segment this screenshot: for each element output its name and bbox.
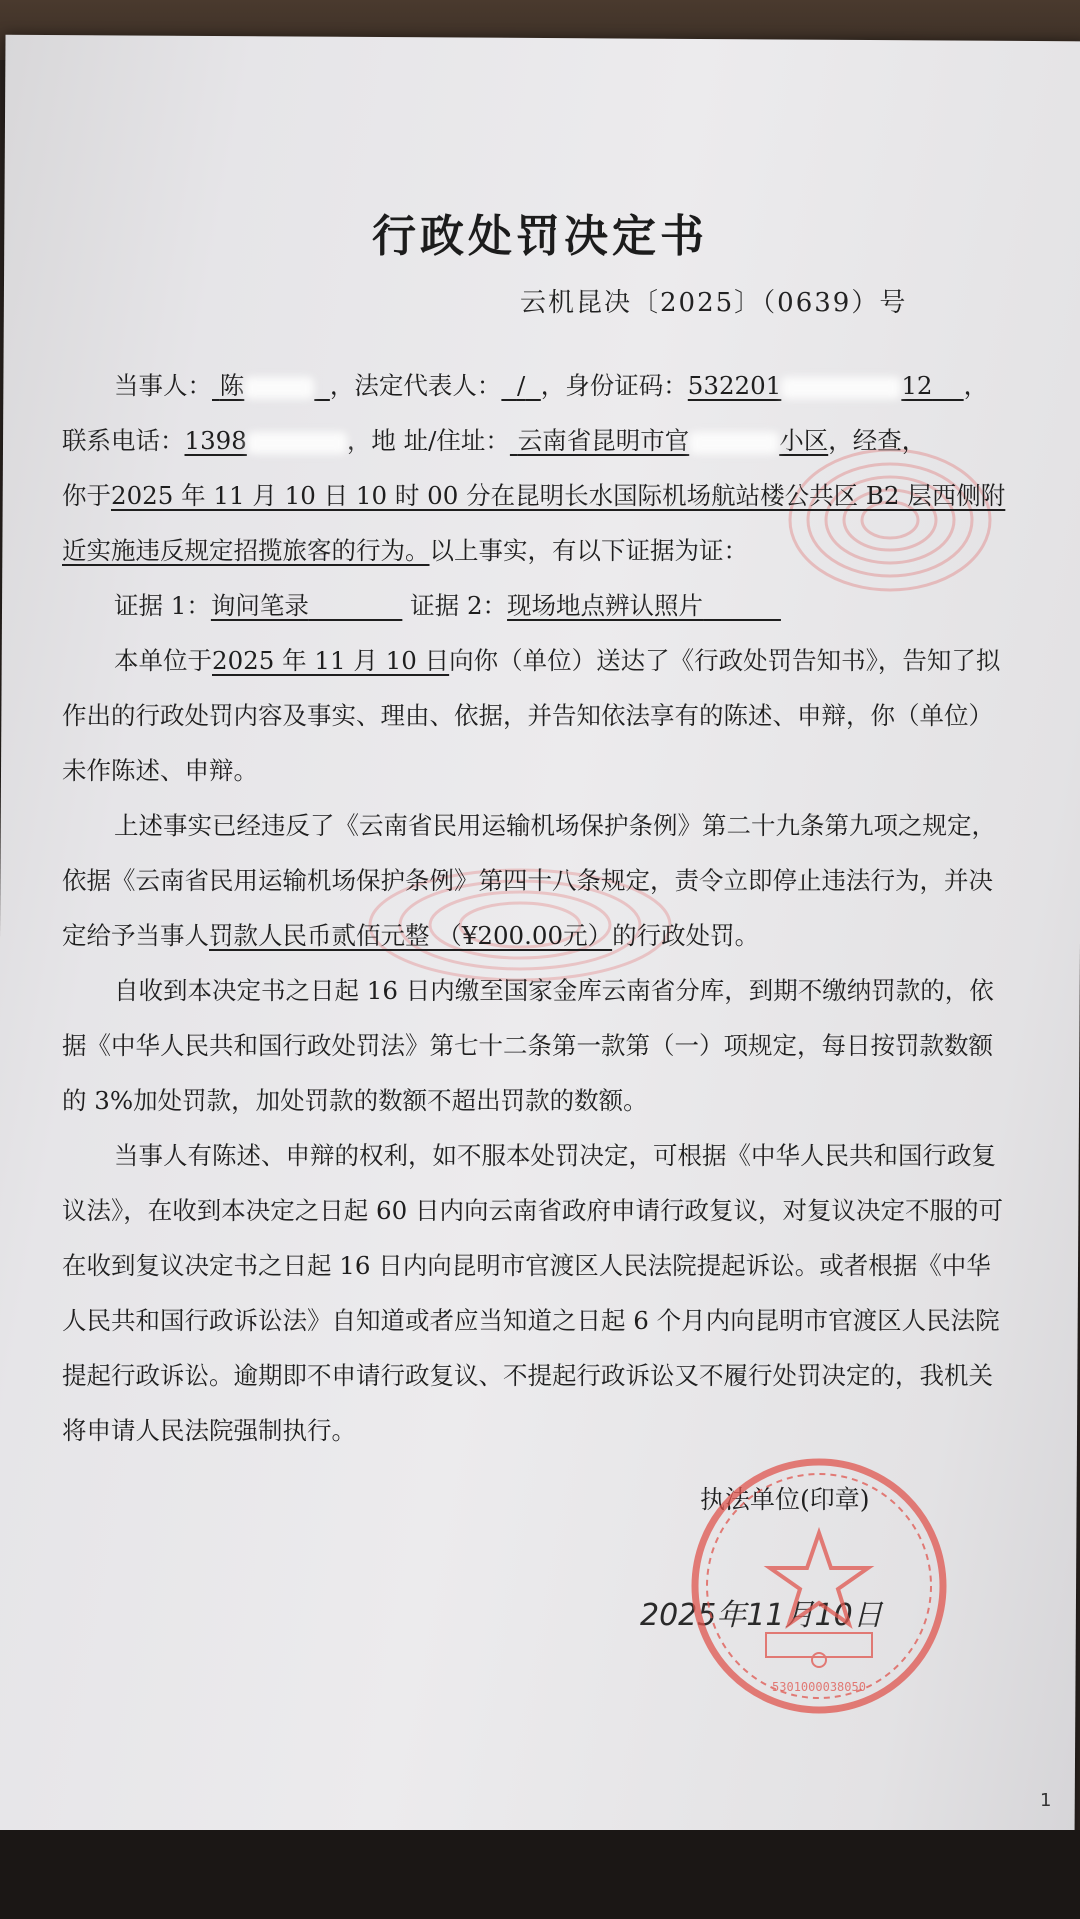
phone-number: 1398 bbox=[185, 426, 347, 455]
evidence-2: 现场地点辨认照片 bbox=[507, 591, 704, 620]
party-line: 当事人： 陈 ，法定代表人： / ，身份证码：532201 12 ， bbox=[114, 371, 989, 400]
seal-number: 5301000038050 bbox=[772, 1680, 866, 1694]
document-body bbox=[62, 358, 1012, 1458]
fact-details: 2025 年 11 月 10 日 10 时 00 分在昆明长水国际机场航站楼公共区 B2 层西侧附近实施违反规定招揽旅客的行为。 bbox=[62, 481, 1006, 565]
violation-paragraph: 上述事实已经违反了《云南省民用运输机场保护条例》第二十九条第九项之规定，依据《云南省民用运输机场保护条例》第四十八条规定，责令立即停止违法行为，并决定给予当事人罚款人民币贰佰元整 （¥200.00元）的行政处罚。 bbox=[62, 811, 996, 950]
legal-rep: / bbox=[516, 371, 526, 400]
official-seal-icon bbox=[688, 1455, 950, 1717]
document-title: 行政处罚决定书 bbox=[372, 211, 708, 262]
penalty-amount: 罚款人民币贰佰元整 （¥200.00元） bbox=[209, 921, 613, 950]
evidence-line: 证据 1：询问笔录 证据 2：现场地点辨认照片 bbox=[62, 578, 1012, 633]
rights-paragraph: 当事人有陈述、申辩的权利，如不服本处罚决定，可根据《中华人民共和国行政复议法》，在收到本决定之日起 60 日内向云南省政府申请行政复议，对复议决定不服的可在收到复议决定书之日起 16 日内向昆明市官渡区人民法院提起诉讼。或者根据《中华人民共和国行政诉讼法》自知道或者应当知道之日起 6 个月内向昆明市官渡区人民法院提起行政诉讼。逾期即不申请行政复议、不提起行政诉讼又不履行处罚决定的，我机关将申请人民法院强制执行。 bbox=[62, 1141, 1003, 1445]
issuing-authority-label: 执法单位(印章) bbox=[700, 1485, 870, 1514]
payment-paragraph: 自收到本决定书之日起 16 日内缴至国家金库云南省分库，到期不缴纳罚款的，依据《中华人民共和国行政处罚法》第七十二条第一款第（一）项规定，每日按罚款数额的 3%加处罚款，加处罚款的数额不超出罚款的数额。 bbox=[62, 976, 994, 1115]
party-name: 陈 bbox=[212, 371, 330, 400]
notice-paragraph: 本单位于2025 年 11 月 10 日向你（单位）送达了《行政处罚告知书》，告知了拟作出的行政处罚内容及事实、理由、依据，并告知依法享有的陈述、申辩，你（单位）未作陈述、申辩。 bbox=[62, 646, 1001, 785]
document-number: 云机昆决〔2025〕（0639）号 bbox=[520, 288, 908, 318]
handwritten-date: 2025年11月10日 bbox=[640, 1598, 883, 1633]
address: 云南省昆明市官 小区 bbox=[517, 426, 829, 455]
contact-line: 联系电话：1398 ，地 址/住址： 云南省昆明市官 小区，经查， bbox=[62, 426, 927, 455]
evidence-1: 询问笔录 bbox=[210, 591, 309, 620]
page-number: 1 bbox=[1040, 1790, 1052, 1811]
id-number: 532201 12 bbox=[687, 371, 933, 400]
background-bottom bbox=[0, 1830, 1080, 1919]
notice-date: 2025 年 11 月 10 日 bbox=[212, 646, 450, 675]
fact-paragraph: 你于2025 年 11 月 10 日 10 时 00 分在昆明长水国际机场航站楼公共区 B2 层西侧附近实施违反规定招揽旅客的行为。以上事实，有以下证据为证： bbox=[62, 481, 1006, 565]
